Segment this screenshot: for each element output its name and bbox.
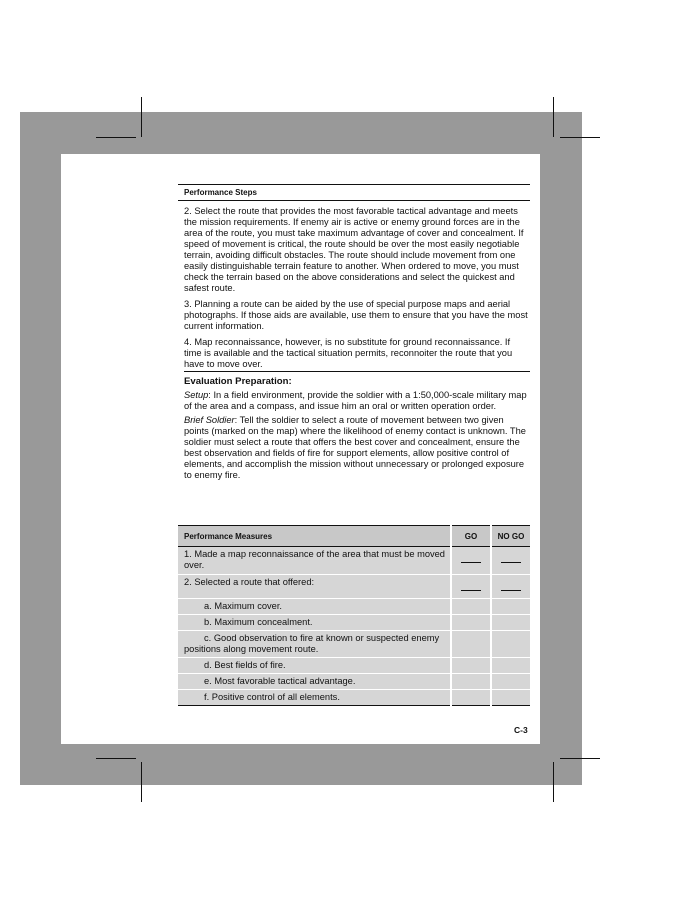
go-cell bbox=[451, 615, 491, 631]
nogo-blank[interactable] bbox=[491, 575, 530, 599]
evaluation-preparation bbox=[178, 390, 530, 481]
crop-mark bbox=[141, 762, 142, 802]
table-row bbox=[178, 547, 530, 575]
setup-text: : In a field environment, provide the soldier with a 1:50,000-scale military map of the area and a compass, and issue him an oral or written operation order. bbox=[184, 390, 527, 411]
table-row bbox=[178, 615, 530, 631]
crop-mark bbox=[553, 762, 554, 802]
brief-soldier-text: : Tell the soldier to select a route of movement between two given points (marked on the map) where the likelihood of enemy contact is unknown. The soldier must select a route that offers the best cover and concealment, ensure the best observation and fields of fire for support elements, allow positive control of elements, and accomplish the mission without unnecessary or prolonged exposure to enemy fire. bbox=[184, 415, 526, 480]
nogo-cell bbox=[491, 690, 530, 706]
measure-text: c. Good observation to fire at known or suspected enemy positions along movement route. bbox=[178, 631, 451, 658]
go-cell bbox=[451, 674, 491, 690]
go-header: GO bbox=[451, 526, 491, 547]
brief-soldier-label: Brief Soldier bbox=[184, 415, 235, 425]
table-row bbox=[178, 674, 530, 690]
table-row bbox=[178, 631, 530, 658]
go-blank[interactable] bbox=[451, 575, 491, 599]
setup-label: Setup bbox=[184, 390, 209, 400]
nogo-header: NO GO bbox=[491, 526, 530, 547]
step-4: 4. Map reconnaissance, however, is no substitute for ground reconnaissance. If time is available and the tactical situation permits, reconnoiter the route that you have to move over. bbox=[184, 337, 530, 372]
nogo-cell bbox=[491, 631, 530, 658]
crop-mark bbox=[560, 137, 600, 138]
main-content bbox=[178, 184, 530, 481]
crop-mark bbox=[553, 97, 554, 137]
nogo-cell bbox=[491, 599, 530, 615]
nogo-cell bbox=[491, 674, 530, 690]
go-cell bbox=[451, 599, 491, 615]
setup-paragraph bbox=[184, 390, 530, 412]
crop-mark bbox=[96, 758, 136, 759]
nogo-blank[interactable] bbox=[491, 547, 530, 575]
crop-mark bbox=[96, 137, 136, 138]
measure-text: d. Best fields of fire. bbox=[178, 658, 451, 674]
go-cell bbox=[451, 690, 491, 706]
go-cell bbox=[451, 658, 491, 674]
measure-text: b. Maximum concealment. bbox=[178, 615, 451, 631]
go-cell bbox=[451, 631, 491, 658]
table-row bbox=[178, 599, 530, 615]
go-blank[interactable] bbox=[451, 547, 491, 575]
nogo-cell bbox=[491, 615, 530, 631]
crop-mark bbox=[560, 758, 600, 759]
crop-mark bbox=[141, 97, 142, 137]
measure-text: 1. Made a map reconnaissance of the area that must be moved over. bbox=[178, 547, 451, 575]
step-2: 2. Select the route that provides the most favorable tactical advantage and meets the mission requirements. If enemy air is active or enemy ground forces are in the area of the route, you must take maximum advantage of cover and concealment. If speed of movement is critical, the route should be over the most easily negotiable terrain, avoiding difficult obstacles. The route should include movement from one easily distinguishable terrain feature to another. When ordered to move, you must check the terrain based on the above considerations and select the quickest and safest route. bbox=[184, 206, 524, 293]
measure-text: a. Maximum cover. bbox=[178, 599, 451, 615]
performance-measures-table bbox=[178, 525, 530, 706]
step-3: 3. Planning a route can be aided by the use of special purpose maps and aerial photographs. If those aids are available, use them to ensure that you have the most current information. bbox=[184, 299, 528, 331]
page-number: C-3 bbox=[514, 725, 528, 735]
measure-text: f. Positive control of all elements. bbox=[178, 690, 451, 706]
performance-steps-header: Performance Steps bbox=[178, 184, 530, 201]
performance-steps bbox=[178, 206, 530, 372]
performance-measures-header: Performance Measures bbox=[178, 526, 451, 547]
table-row bbox=[178, 658, 530, 674]
measure-text: e. Most favorable tactical advantage. bbox=[178, 674, 451, 690]
evaluation-preparation-heading: Evaluation Preparation: bbox=[184, 376, 292, 387]
table-row bbox=[178, 690, 530, 706]
brief-soldier-paragraph bbox=[184, 415, 530, 481]
nogo-cell bbox=[491, 658, 530, 674]
table-row bbox=[178, 575, 530, 599]
measure-text: 2. Selected a route that offered: bbox=[178, 575, 451, 599]
table-header-row bbox=[178, 526, 530, 547]
